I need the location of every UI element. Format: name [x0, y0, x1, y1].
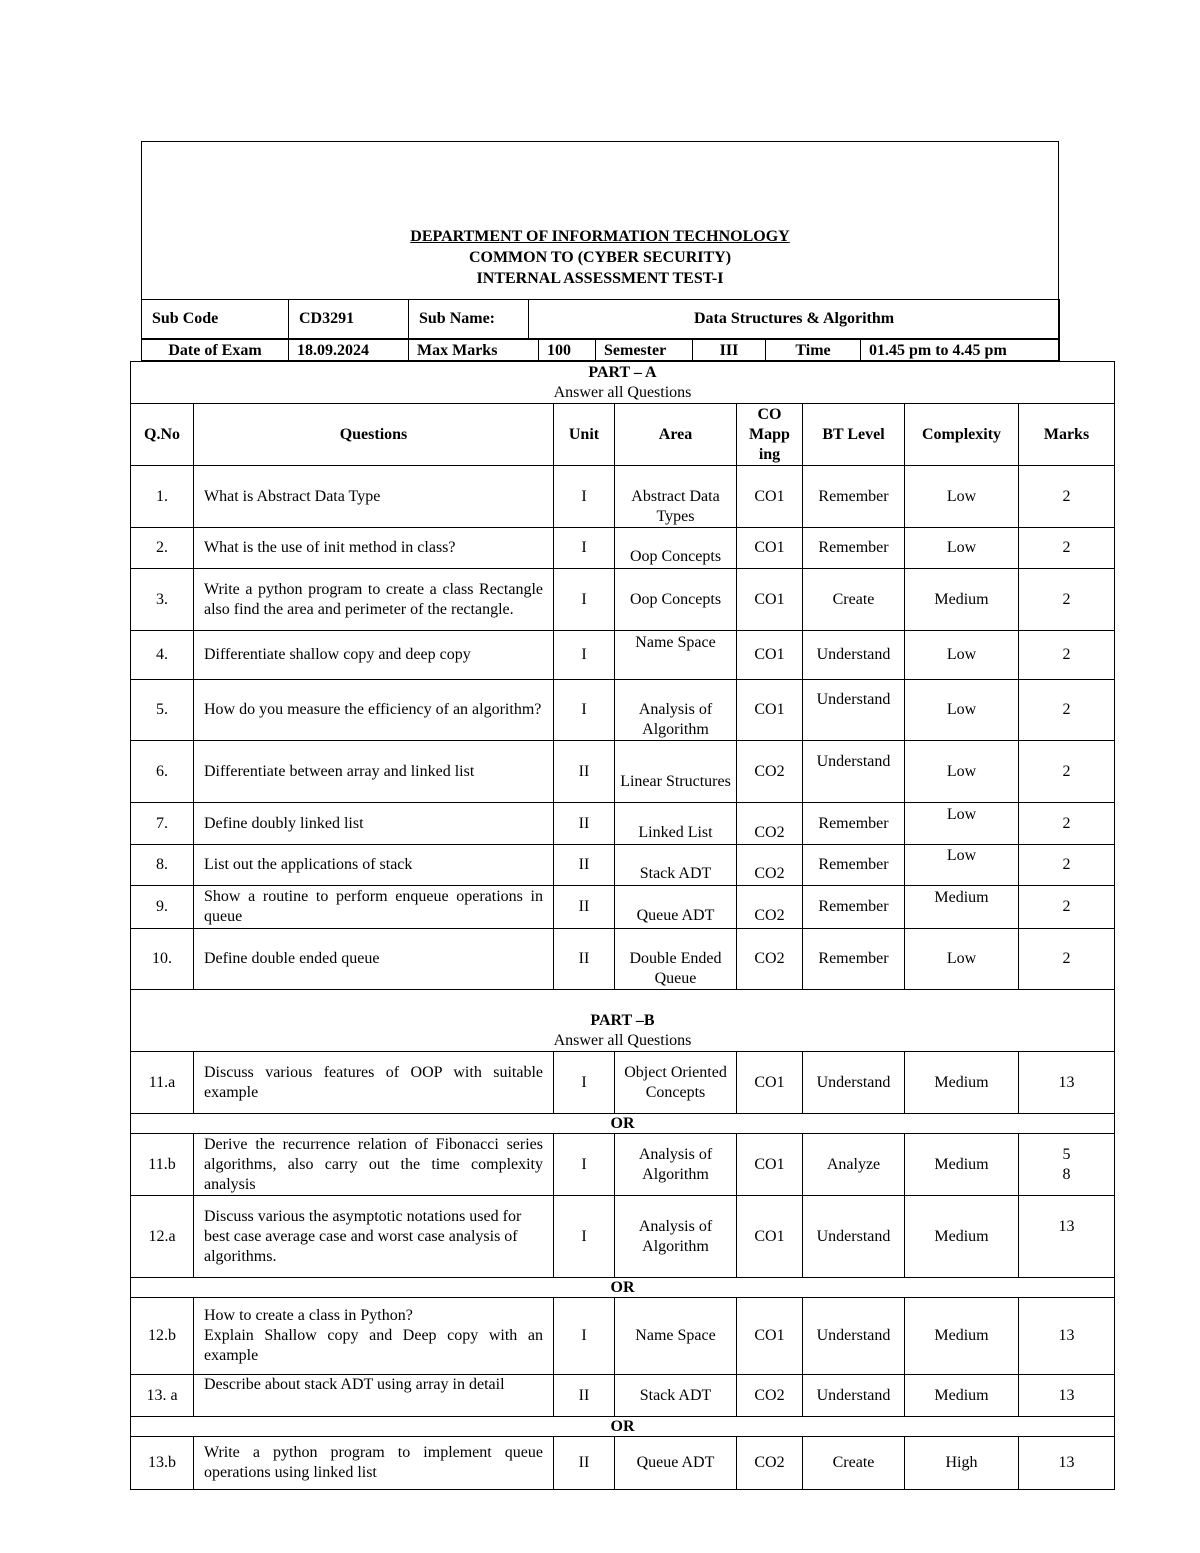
question-text [194, 1298, 554, 1375]
table-row [131, 466, 1115, 528]
question-marks: 2 [1019, 803, 1115, 845]
question-bt-level: Create [803, 1437, 905, 1490]
question-unit: II [554, 741, 615, 803]
question-text-line2: Explain Shallow copy and Deep copy with an example [204, 1327, 543, 1364]
subject-info-table [141, 299, 1060, 339]
col-complexity: Complexity [905, 404, 1019, 466]
complexity-text: Low [946, 847, 977, 864]
question-bt-level: Understand [803, 741, 905, 803]
table-row [131, 845, 1115, 886]
question-complexity: Medium [905, 1134, 1019, 1196]
question-bt-level: Remember [803, 929, 905, 990]
area-text: Stack ADT [639, 865, 712, 882]
question-co: CO1 [737, 680, 803, 741]
question-number: 6. [131, 741, 194, 803]
part-a-instruction: Answer all Questions [553, 383, 692, 401]
semester-label: Semester [596, 340, 693, 362]
marks-part-b: 8 [1062, 1165, 1071, 1183]
question-bt-level: Remember [803, 466, 905, 528]
question-bt-level: Understand [803, 1052, 905, 1114]
question-area: Queue ADT [615, 1437, 737, 1490]
question-unit: II [554, 803, 615, 845]
question-co: CO2 [737, 1437, 803, 1490]
semester-value: III [693, 340, 766, 362]
question-number: 1. [131, 466, 194, 528]
col-unit: Unit [554, 404, 615, 466]
question-area: Analysis of Algorithm [615, 680, 737, 741]
or-separator: OR [131, 1278, 1115, 1298]
test-title: INTERNAL ASSESSMENT TEST-I [476, 270, 724, 287]
question-text: Describe about stack ADT using array in detail [194, 1375, 554, 1417]
question-number: 4. [131, 631, 194, 680]
or-separator: OR [131, 1114, 1115, 1134]
table-row [131, 631, 1115, 680]
question-number: 12.a [131, 1196, 194, 1278]
question-text: Define doubly linked list [194, 803, 554, 845]
or-separator: OR [131, 1417, 1115, 1437]
question-number: 11.a [131, 1052, 194, 1114]
question-area: Abstract Data Types [615, 466, 737, 528]
question-text: Differentiate shallow copy and deep copy [194, 631, 554, 680]
col-questions: Questions [194, 404, 554, 466]
question-marks: 2 [1019, 528, 1115, 569]
question-area: Name Space [615, 1298, 737, 1375]
question-bt-level: Analyze [803, 1134, 905, 1196]
question-unit: II [554, 1437, 615, 1490]
question-bt-level: Remember [803, 803, 905, 845]
question-complexity [905, 845, 1019, 886]
sub-name-value: Data Structures & Algorithm [529, 300, 1060, 339]
question-text: Show a routine to perform enqueue operations in queue [194, 886, 554, 929]
question-number: 7. [131, 803, 194, 845]
column-header-row [131, 404, 1115, 466]
question-text: Derive the recurrence relation of Fibonacci series algorithms, also carry out the time complexity analysis [194, 1134, 554, 1196]
question-complexity: Medium [905, 1298, 1019, 1375]
question-complexity [905, 886, 1019, 929]
col-co-mapping [737, 404, 803, 466]
question-marks: 2 [1019, 845, 1115, 886]
question-bt-level: Understand [803, 631, 905, 680]
sub-name-label: Sub Name: [409, 300, 529, 339]
question-unit: I [554, 1196, 615, 1278]
table-row [131, 1134, 1115, 1196]
question-complexity: Low [905, 466, 1019, 528]
complexity-text: Low [946, 805, 977, 823]
question-area: Analysis of Algorithm [615, 1196, 737, 1278]
question-area: Oop Concepts [615, 569, 737, 631]
question-bt-level: Remember [803, 528, 905, 569]
question-number: 12.b [131, 1298, 194, 1375]
question-area: Analysis of Algorithm [615, 1134, 737, 1196]
question-bt-level: Remember [803, 886, 905, 929]
question-number: 2. [131, 528, 194, 569]
question-co: CO1 [737, 528, 803, 569]
question-number: 13.b [131, 1437, 194, 1490]
question-number: 5. [131, 680, 194, 741]
question-co: CO1 [737, 569, 803, 631]
time-value: 01.45 pm to 4.45 pm [861, 340, 1060, 362]
table-row [131, 1298, 1115, 1375]
question-complexity: Low [905, 528, 1019, 569]
question-marks: 2 [1019, 929, 1115, 990]
time-label: Time [766, 340, 861, 362]
question-co [737, 845, 803, 886]
max-marks-value: 100 [539, 340, 596, 362]
question-co: CO2 [737, 741, 803, 803]
question-bt-level: Create [803, 569, 905, 631]
question-co: CO1 [737, 1134, 803, 1196]
question-marks: 13 [1019, 1298, 1115, 1375]
question-co [737, 803, 803, 845]
question-unit: I [554, 631, 615, 680]
table-row [131, 528, 1115, 569]
question-marks: 13 [1019, 1196, 1115, 1278]
question-complexity: Medium [905, 1375, 1019, 1417]
question-number: 10. [131, 929, 194, 990]
table-row [131, 569, 1115, 631]
question-complexity: High [905, 1437, 1019, 1490]
question-co: CO1 [737, 631, 803, 680]
question-unit: I [554, 1134, 615, 1196]
part-a-heading [131, 362, 1115, 404]
table-row [131, 803, 1115, 845]
question-text: Discuss various the asymptotic notations used for best case average case and worst case analysis of algorithms. [194, 1196, 554, 1278]
part-b-instruction: Answer all Questions [553, 1032, 692, 1049]
question-complexity: Low [905, 680, 1019, 741]
question-area [615, 845, 737, 886]
question-area: Stack ADT [615, 1375, 737, 1417]
question-text: Write a python program to create a class Rectangle also find the area and perimeter of the rectangle. [194, 569, 554, 631]
question-text: What is Abstract Data Type [194, 466, 554, 528]
question-bt-level: Understand [803, 1196, 905, 1278]
questions-table [130, 361, 1115, 1490]
part-b-heading [131, 990, 1115, 1052]
table-row [131, 680, 1115, 741]
table-row [131, 1375, 1115, 1417]
area-text: Linked List [638, 823, 713, 841]
question-complexity: Low [905, 741, 1019, 803]
table-row [131, 929, 1115, 990]
part-b-title: PART –B [590, 1012, 655, 1029]
question-unit: I [554, 680, 615, 741]
marks-part-a: 5 [1062, 1145, 1071, 1163]
question-co: CO1 [737, 1196, 803, 1278]
question-bt-level: Understand [803, 1298, 905, 1375]
question-unit: I [554, 1298, 615, 1375]
question-text: What is the use of init method in class? [194, 528, 554, 569]
question-text: Write a python program to implement queue operations using linked list [194, 1437, 554, 1490]
question-number: 13. a [131, 1375, 194, 1417]
question-complexity: Medium [905, 1052, 1019, 1114]
question-bt-level: Understand [803, 1375, 905, 1417]
question-co: CO1 [737, 1298, 803, 1375]
table-row [131, 1437, 1115, 1490]
question-unit: I [554, 569, 615, 631]
question-unit: II [554, 1375, 615, 1417]
sub-code-label: Sub Code [142, 300, 289, 339]
col-area: Area [615, 404, 737, 466]
question-complexity: Low [905, 929, 1019, 990]
question-complexity: Medium [905, 1196, 1019, 1278]
question-bt-level: Understand [803, 680, 905, 741]
question-co: CO2 [737, 929, 803, 990]
question-area: Double Ended Queue [615, 929, 737, 990]
question-marks: 2 [1019, 466, 1115, 528]
part-a-title: PART – A [588, 363, 657, 381]
question-marks: 2 [1019, 569, 1115, 631]
question-unit: II [554, 886, 615, 929]
question-complexity: Medium [905, 569, 1019, 631]
common-to-title: COMMON TO (CYBER SECURITY) [468, 249, 732, 266]
sub-code-value: CD3291 [289, 300, 409, 339]
max-marks-label: Max Marks [409, 340, 539, 362]
table-row [131, 1196, 1115, 1278]
question-marks: 2 [1019, 631, 1115, 680]
col-co-line3: ing [758, 445, 781, 463]
col-co-line2: Mapp [749, 425, 790, 443]
question-area: Name Space [615, 631, 737, 680]
question-marks: 2 [1019, 741, 1115, 803]
col-co-line1: CO [757, 405, 782, 423]
question-text: How do you measure the efficiency of an algorithm? [194, 680, 554, 741]
question-number: 8. [131, 845, 194, 886]
question-marks: 2 [1019, 886, 1115, 929]
table-row [131, 1052, 1115, 1114]
question-bt-level: Remember [803, 845, 905, 886]
col-qno: Q.No [131, 404, 194, 466]
question-text-line1: How to create a class in Python? [204, 1307, 413, 1324]
question-unit: I [554, 1052, 615, 1114]
question-area [615, 528, 737, 569]
question-text: Define double ended queue [194, 929, 554, 990]
department-title: DEPARTMENT OF INFORMATION TECHNOLOGY [410, 228, 790, 245]
question-marks [1019, 1134, 1115, 1196]
question-area [615, 886, 737, 929]
question-text: Discuss various features of OOP with suitable example [194, 1052, 554, 1114]
question-co [737, 886, 803, 929]
question-co: CO2 [737, 1375, 803, 1417]
question-area [615, 803, 737, 845]
complexity-text: Medium [934, 889, 989, 906]
question-marks: 2 [1019, 680, 1115, 741]
question-marks: 13 [1019, 1375, 1115, 1417]
question-area: Linear Structures [615, 741, 737, 803]
date-label: Date of Exam [142, 340, 289, 362]
question-number: 11.b [131, 1134, 194, 1196]
question-co: CO1 [737, 1052, 803, 1114]
question-unit: I [554, 466, 615, 528]
question-area: Object Oriented Concepts [615, 1052, 737, 1114]
question-text: List out the applications of stack [194, 845, 554, 886]
question-marks: 13 [1019, 1052, 1115, 1114]
exam-title-block [142, 226, 1058, 289]
question-number: 9. [131, 886, 194, 929]
date-value: 18.09.2024 [289, 340, 409, 362]
question-number: 3. [131, 569, 194, 631]
question-complexity: Low [905, 631, 1019, 680]
co-text: CO2 [754, 907, 785, 924]
col-bt-level: BT Level [803, 404, 905, 466]
co-text: CO2 [754, 865, 785, 882]
co-text: CO2 [754, 823, 785, 841]
col-marks: Marks [1019, 404, 1115, 466]
question-complexity [905, 803, 1019, 845]
question-co: CO1 [737, 466, 803, 528]
question-unit: I [554, 528, 615, 569]
table-row [131, 886, 1115, 929]
question-marks: 13 [1019, 1437, 1115, 1490]
area-text: Oop Concepts [629, 548, 722, 565]
question-unit: II [554, 845, 615, 886]
question-text: Differentiate between array and linked list [194, 741, 554, 803]
exam-info-table [141, 339, 1060, 362]
question-unit: II [554, 929, 615, 990]
table-row [131, 741, 1115, 803]
area-text: Queue ADT [636, 907, 715, 924]
